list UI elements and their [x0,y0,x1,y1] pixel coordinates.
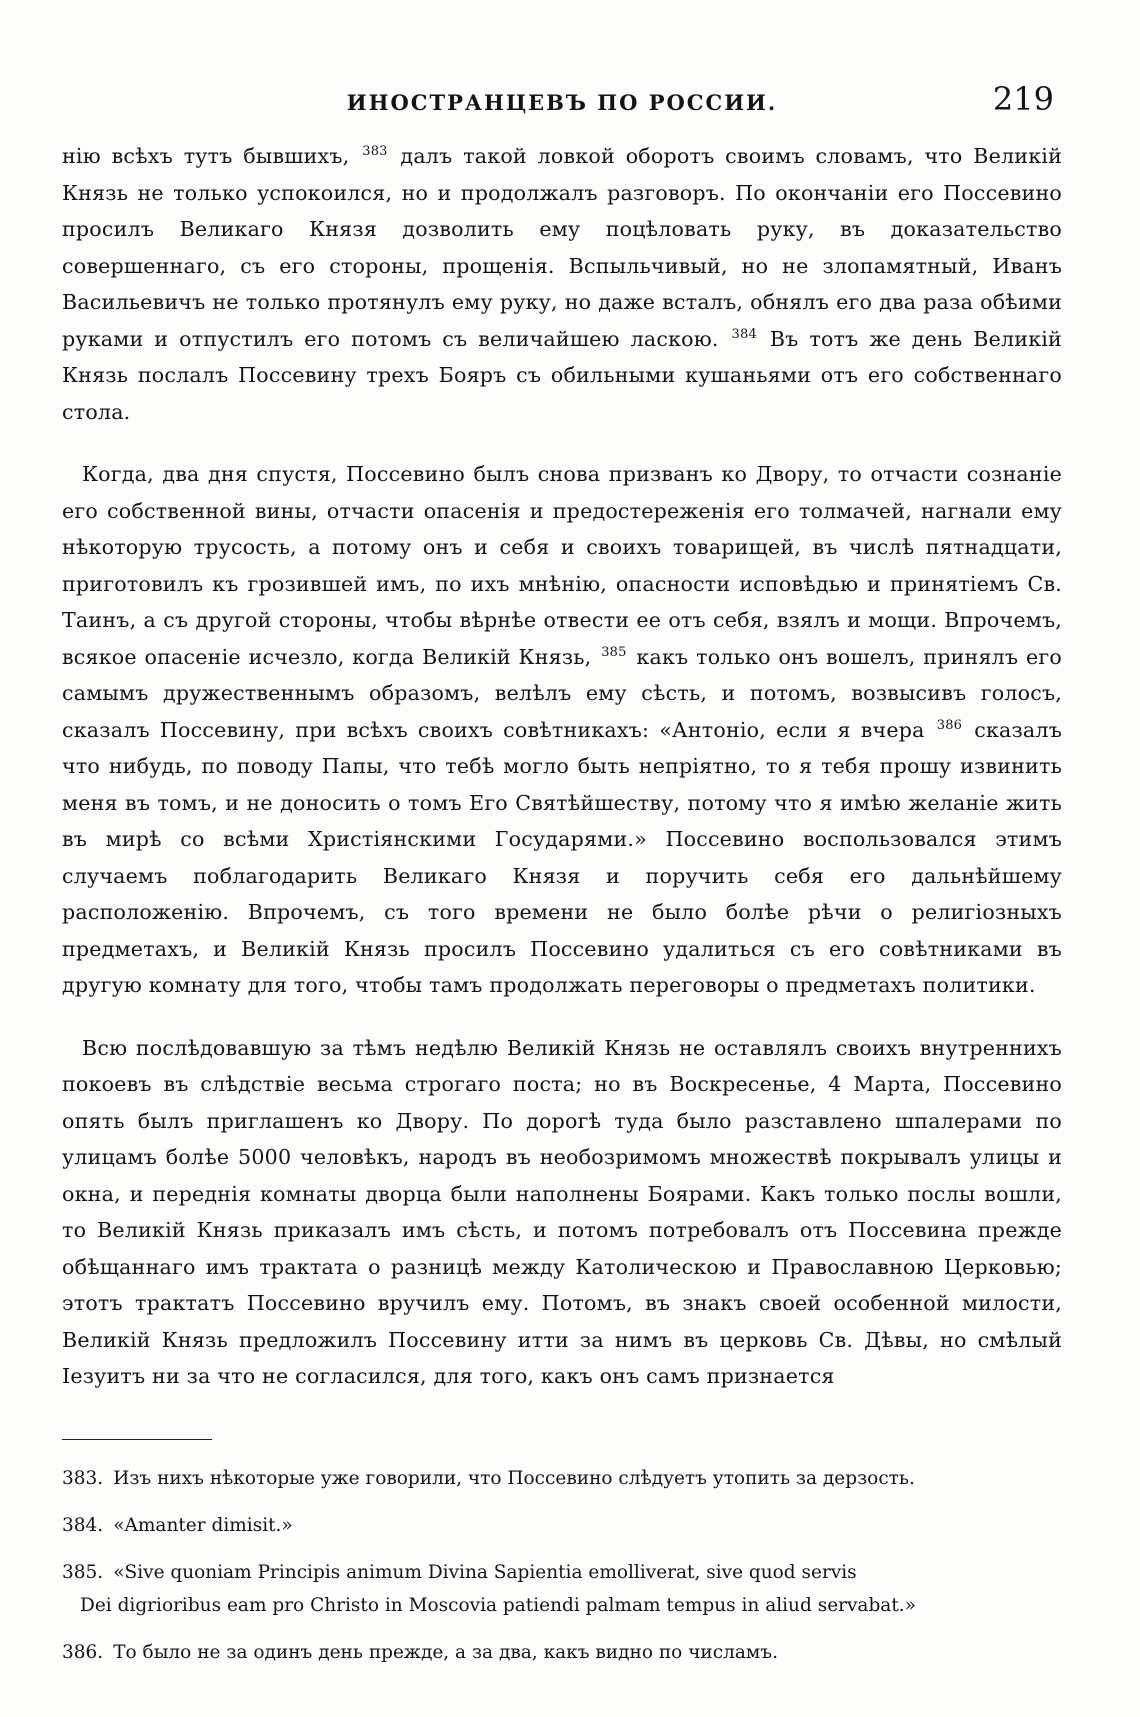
paragraph-1 [62,138,1062,430]
footnote-number: 384. [62,1514,104,1536]
footnote-number: 386. [62,1641,104,1663]
footnote-text: «Sive quoniam Principis animum Divina Sapientia emolliverat, sive quod servis [113,1561,857,1583]
paragraph-2 [62,456,1062,1004]
page-number: 219 [992,80,1054,118]
footnote-text: Изъ нихъ нѣкоторые уже говорили, что Поссевино слѣдуетъ утопить за дерзость. [113,1467,915,1489]
footnote-number: 383. [62,1467,104,1489]
text-run: далъ такой ловкой оборотъ своимъ словамъ, что Великій Князь не только успокоился, но и продолжалъ разговоръ. По окончаніи его Поссевино просилъ Великаго Князя дозволить ему поцѣловать руку, въ доказательство совершеннаго, съ его стороны, прощенія. Вспыльчивый, но не злопамятный, Иванъ Васильевичъ не только протянулъ ему руку, но даже всталъ, обнялъ его два раза обѣими руками и отпустилъ его потомъ съ величайшею ласкою. [62,144,1063,351]
body-text [62,138,1062,1395]
page [62,80,1062,1683]
footnote-divider [62,1439,212,1440]
running-title: ИНОСТРАНЦЕВЪ ПО РОССИИ. [346,90,778,115]
text-run: Когда, два дня спустя, Поссевино былъ снова призванъ ко Двору, то отчасти сознаніе его собственной вины, отчасти опасенія и предостереженія его толмачей, нагнали ему нѣкоторую трусость, а потому онъ и себя и своихъ товарищей, въ числѣ пятнадцати, приготовилъ къ грозившей имъ, по ихъ мнѣнію, опасности исповѣдью и принятіемъ Св. Таинъ, а съ другой стороны, чтобы вѣрнѣе отвести ее отъ себя, взялъ и мощи. Впрочемъ, всякое опасеніе исчезло, когда Великій Князь, [62,462,1062,669]
footnotes [62,1462,1062,1669]
running-head [62,80,1062,120]
footnote-text: «Amanter dimisit.» [113,1514,293,1536]
footnote-number: 385. [62,1561,104,1583]
text-run: какъ только онъ вошелъ, принялъ его самымъ дружественнымъ образомъ, велѣлъ ему сѣсть, и потомъ, возвысивъ голосъ, сказалъ Поссевину, при всѣхъ своихъ совѣтникахъ: «Антоніо, если я вчера [62,644,1062,742]
footnote-386 [62,1636,1062,1669]
footnote-383 [62,1462,1062,1495]
text-run: Всю послѣдовавшую за тѣмъ недѣлю Великій Князь не оставлялъ своихъ внутреннихъ покоевъ въ слѣдствіе весьма строгаго поста; но въ Воскресенье, 4 Марта, Поссевино опять былъ приглашенъ ко Двору. По дорогѣ туда было разставлено шпалерами по улицамъ болѣе 5000 человѣкъ, народъ въ необозримомъ множествѣ покрывалъ улицы и окна, и переднія комнаты дворца были наполнены Боярами. Какъ только послы вошли, то Великій Князь приказалъ имъ сѣсть, и потомъ потребовалъ отъ Поссевина прежде обѣщаннаго имъ трактата о разницѣ между Католическою и Православною Церковью; этотъ трактатъ Поссевино вручилъ ему. Потомъ, въ знакъ своей особенной милости, Великій Князь предложилъ Поссевину итти за нимъ въ церковь Св. Дѣвы, но смѣлый Іезуитъ ни за что не согласился, для того, какъ онъ самъ признается [62,1035,1062,1388]
footnote-ref-386: 386 [936,717,963,733]
text-run: сказалъ что нибудь, по поводу Папы, что тебѣ могло быть непріятно, то я тебя прошу извинить меня въ томъ, и не доносить о томъ Его Святѣйшеству, потому что я имѣю желаніе жить въ мирѣ со всѣми Христіянскими Государями.» Поссевино воспользовался этимъ случаемъ поблагодарить Великаго Князя и поручить себя его дальнѣйшему расположенію. Впрочемъ, съ того времени не было болѣе рѣчи о религіозныхъ предметахъ, и Великій Князь просилъ Поссевино удалиться съ его совѣтниками въ другую комнату для того, чтобы тамъ продолжать переговоры о предметахъ политики. [62,717,1062,997]
text-run: Въ тотъ же день Великій Князь послалъ Поссевину трехъ Бояръ съ обильными кушаньями отъ его собственнаго стола. [62,326,1062,424]
footnote-ref-384: 384 [731,326,757,342]
text-run: нію всѣхъ тутъ бывшихъ, [62,144,361,168]
footnote-385 [62,1556,1062,1622]
footnote-384 [62,1509,1062,1542]
footnote-ref-385: 385 [601,644,627,660]
paragraph-3 [62,1030,1062,1395]
footnote-ref-383: 383 [362,144,388,160]
footnote-text-continued: Dei digrioribus eam pro Christo in Moscovia patiendi palmam tempus in aliud servabat.» [80,1594,916,1616]
footnote-text: То было не за одинъ день прежде, а за два, какъ видно по числамъ. [113,1641,778,1663]
